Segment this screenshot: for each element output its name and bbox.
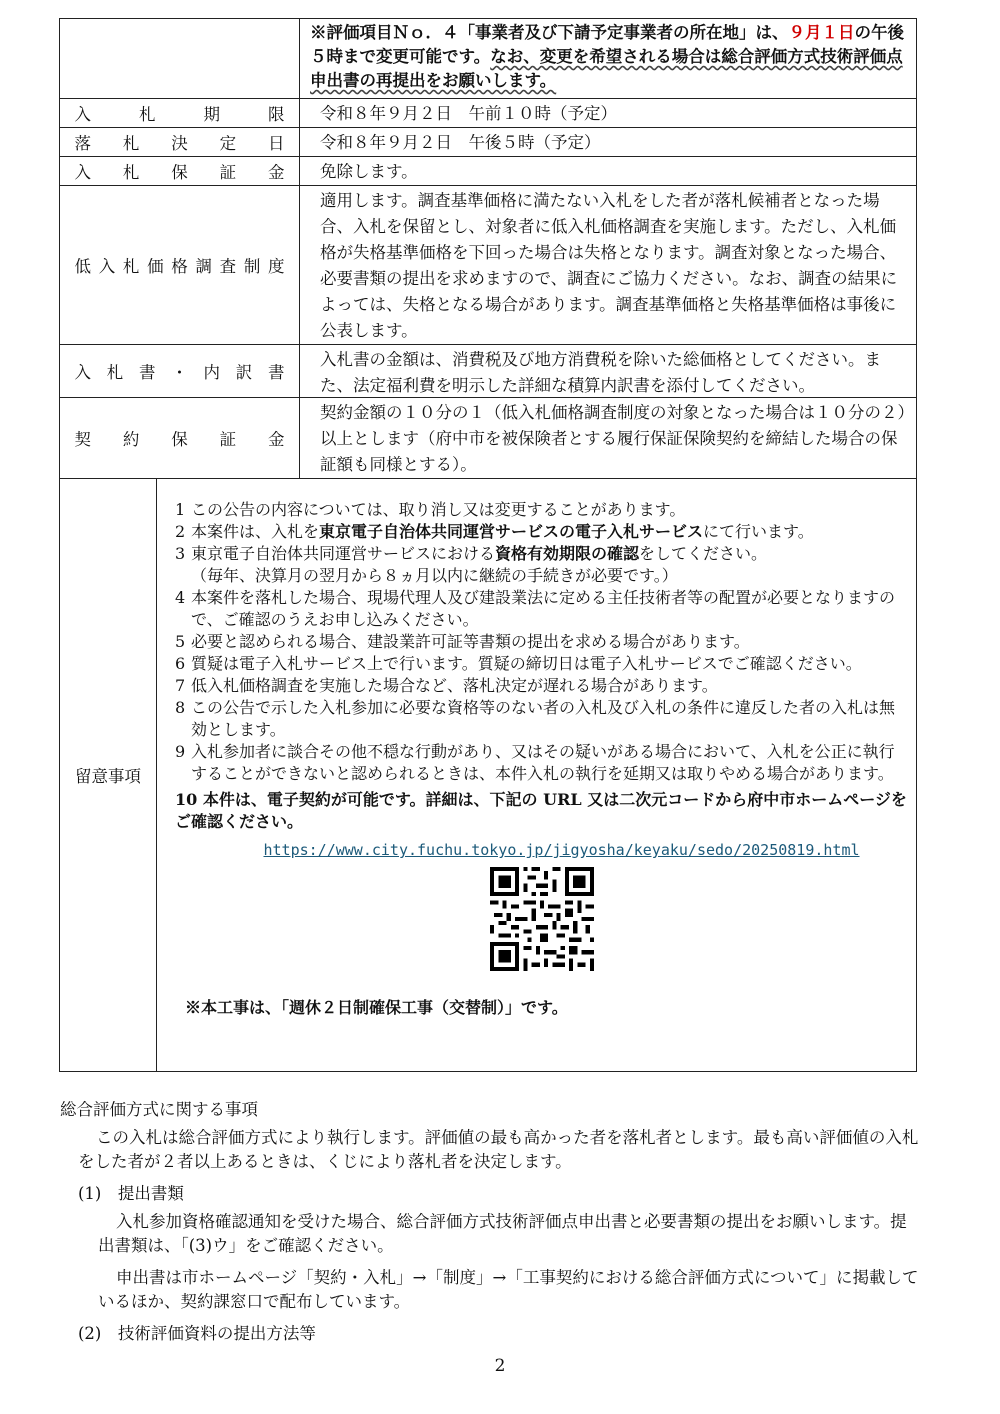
item-text: 必要と認められる場合、建設業許可証等書類の提出を求める場合があります。 bbox=[191, 632, 750, 651]
item-text bbox=[191, 521, 908, 543]
row-label: 落札決定日 bbox=[74, 134, 285, 153]
sub1-para1: 入札参加資格確認通知を受けた場合、総合評価方式技術評価点申出書と必要書類の提出をお願いします。提出書類は、「(3)ウ」をご確認ください。 bbox=[98, 1212, 907, 1255]
qr-code-icon[interactable] bbox=[490, 867, 594, 971]
row-value: 入札書の金額は、消費税及び地方消費税を除いた総価格としてください。また、法定福利費を明示した詳細な積算内訳書を添付してください。 bbox=[320, 350, 881, 395]
item-text: 入札参加者に談合その他不穏な行動があり、又はその疑いがある場合において、入札を公正に執行することができないと認められるときは、本件入札の執行を延期又は取りやめる場合があります。 bbox=[191, 742, 895, 783]
bottom-note: ※本工事は、「週休２日制確保工事（交替制）」です。 bbox=[185, 998, 568, 1017]
row-bid-deadline bbox=[60, 99, 916, 128]
top-note bbox=[300, 19, 916, 98]
item-text: 本案件を落札した場合、現場代理人及び建設業法に定める主任技術者等の配置が必要となりますので、ご確認のうえお申し込みください。 bbox=[191, 588, 896, 629]
item-text-pre: 本案件は、入札を bbox=[191, 522, 320, 541]
item-text: 質疑は電子入札サービス上で行います。質疑の締切日は電子入札サービスでご確認ください。 bbox=[191, 654, 862, 673]
list-item bbox=[175, 631, 908, 653]
item-text: この公告で示した入札参加に必要な資格等のない者の入札及び入札の条件に違反した者の入札は無効とします。 bbox=[191, 698, 896, 739]
qr-code-graphic bbox=[490, 867, 594, 971]
item-subtext: （毎年、決算月の翌月から８ヵ月以内に継続の手続きが必要です。） bbox=[191, 566, 678, 585]
item-number: 2 bbox=[175, 522, 186, 541]
item-number: 3 bbox=[175, 544, 186, 563]
row-bid-form bbox=[60, 345, 916, 398]
row-contract-bond bbox=[60, 398, 916, 479]
top-note-row bbox=[60, 19, 916, 99]
top-note-part3: なお、変更を希望される場合は総合評価方式技術評価点申出書の再提出をお願いします。 bbox=[310, 47, 903, 90]
row-value: 適用します。調査基準価格に満たない入札をした者が落札候補者となった場合、入札を保留とし、対象者に低入札価格調査を実施します。ただし、入札価格が失格基準価格を下回った場合は失格となります。調査対象となった場合、必要書類の提出を求めますので、調査にご協力ください。なお、調査の結果によっては、失格となる場合があります。調査基準価格と失格基準価格は事後に公表します。 bbox=[320, 191, 898, 340]
item-number: 9 bbox=[175, 742, 186, 761]
row-notes bbox=[60, 479, 916, 1071]
item-number: 4 bbox=[175, 588, 186, 607]
item-text: この公告の内容については、取り消し又は変更することがあります。 bbox=[191, 500, 686, 519]
list-item bbox=[175, 521, 908, 543]
notice-table bbox=[59, 18, 917, 1072]
item-number: 7 bbox=[175, 676, 186, 695]
empty-label-cell bbox=[60, 19, 300, 98]
page-number: 2 bbox=[494, 1356, 506, 1376]
sub1-title: (1) 提出書類 bbox=[78, 1184, 184, 1203]
row-value: 契約金額の１０分の１（低入札価格調査制度の対象となった場合は１０分の２）以上とします（府中市を被保険者とする履行保証保険契約を締結した場合の保証額も同様とする）。 bbox=[320, 403, 906, 474]
row-bid-bond bbox=[60, 157, 916, 186]
row-value: 令和８年９月２日 午後５時（予定） bbox=[320, 133, 601, 152]
notes-label: 留意事項 bbox=[60, 479, 157, 1071]
item-text-bold: 東京電子自治体共同運営サービスの電子入札サービス bbox=[319, 522, 704, 541]
row-low-bid-survey bbox=[60, 186, 916, 345]
item-number: 5 bbox=[175, 632, 186, 651]
top-note-date: ９月１日 bbox=[788, 23, 855, 42]
list-item bbox=[175, 499, 908, 521]
item-number: 1 bbox=[175, 500, 186, 519]
row-label: 低入札価格調査制度 bbox=[74, 257, 285, 276]
list-item bbox=[175, 653, 908, 675]
row-award-date bbox=[60, 128, 916, 157]
top-note-part1: ※評価項目Ｎｏ．４「事業者及び下請予定事業者の所在地」は、 bbox=[310, 23, 789, 42]
list-item bbox=[175, 741, 908, 785]
row-label: 入札保証金 bbox=[74, 163, 285, 182]
sub1-para2: 申出書は市ホームページ「契約・入札」→「制度」→「工事契約における総合評価方式について」に掲載しているほか、契約課窓口で配布しています。 bbox=[98, 1268, 919, 1311]
row-label: 契約保証金 bbox=[74, 430, 285, 449]
item-number: 8 bbox=[175, 698, 186, 717]
item-text-post: にて行います。 bbox=[703, 522, 814, 541]
row-value: 免除します。 bbox=[320, 162, 418, 181]
item-text-bold: 資格有効期限の確認 bbox=[495, 544, 640, 563]
sub2-title: (2) 技術評価資料の提出方法等 bbox=[78, 1324, 316, 1343]
section-para1: この入札は総合評価方式により執行します。評価値の最も高かった者を落札者とします。最も高い評価値の入札をした者が２者以上あるときは、くじにより落札者を決定します。 bbox=[78, 1128, 919, 1171]
list-item bbox=[175, 543, 908, 587]
list-item bbox=[175, 587, 908, 631]
row-label: 入札書・内訳書 bbox=[74, 363, 285, 382]
item-text: 低入札価格調査を実施した場合など、落札決定が遅れる場合があります。 bbox=[191, 676, 718, 695]
item-text bbox=[191, 543, 908, 587]
list-item bbox=[175, 675, 908, 697]
item-text-post: をしてください。 bbox=[639, 544, 768, 563]
row-value: 令和８年９月２日 午前１０時（予定） bbox=[320, 104, 617, 123]
top-note-part2: の午後５時まで変更可能です。 bbox=[310, 23, 904, 66]
section-heading: 総合評価方式に関する事項 bbox=[60, 1100, 258, 1119]
row-label: 入札期限 bbox=[74, 105, 285, 124]
item-number: 6 bbox=[175, 654, 186, 673]
notes-body bbox=[157, 479, 916, 1071]
item-10-electronic-contract: 10 本件は、電子契約が可能です。詳細は、下記の URL 又は二次元コードから府中市ホームページをご確認ください。 bbox=[175, 790, 907, 831]
list-item bbox=[175, 697, 908, 741]
fuchu-url-link[interactable]: https://www.city.fuchu.tokyo.jp/jigyosha/keyaku/sedo/20250819.html bbox=[263, 841, 860, 859]
item-text-pre: 東京電子自治体共同運営サービスにおける bbox=[191, 544, 496, 563]
